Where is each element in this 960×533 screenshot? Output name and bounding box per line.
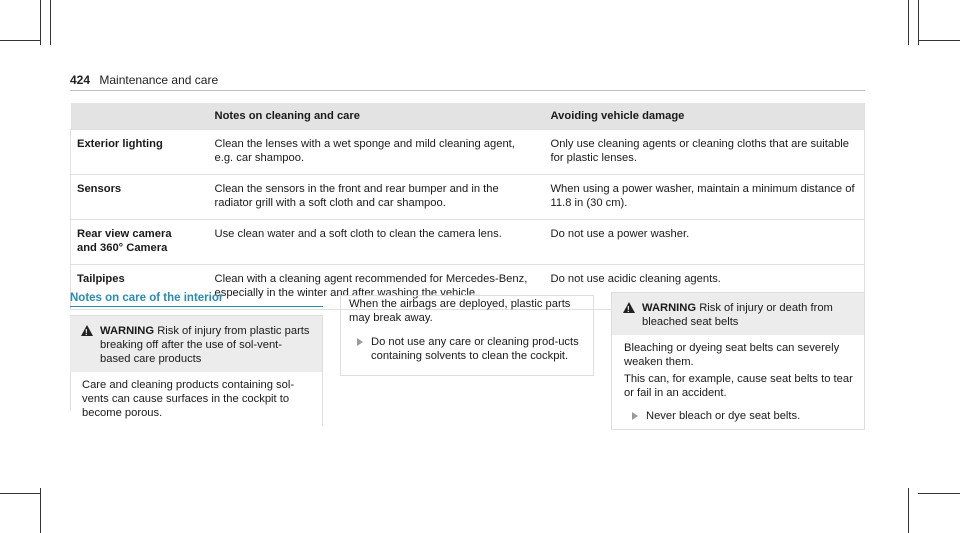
column-header — [71, 103, 207, 130]
section-title-underline — [70, 306, 323, 307]
warning-triangle-icon — [81, 325, 93, 336]
warning-label: WARNING — [642, 302, 697, 314]
table-row — [71, 220, 865, 265]
column-header: Notes on cleaning and care — [207, 103, 543, 130]
crop-mark — [908, 488, 909, 533]
row-label: Exterior lighting — [71, 130, 207, 175]
crop-mark — [0, 40, 40, 41]
bullet-text: Never bleach or dye seat belts. — [646, 410, 801, 422]
damage-note: When using a power washer, maintain a minimum distance of 11.8 in (30 cm). — [543, 175, 865, 220]
arrow-bullet-icon — [357, 338, 363, 346]
care-table — [70, 103, 865, 310]
damage-note: Do not use acidic cleaning agents. — [543, 265, 865, 310]
row-label: Tailpipes — [71, 265, 207, 310]
crop-mark — [0, 493, 40, 494]
list-item — [349, 335, 583, 363]
row-label: Sensors — [71, 175, 207, 220]
row-label: Rear view camera and 360° Camera — [71, 220, 207, 265]
column-header: Avoiding vehicle damage — [543, 103, 865, 130]
damage-note: Do not use a power washer. — [543, 220, 865, 265]
warning-label: WARNING — [100, 325, 155, 337]
warning-header — [70, 316, 322, 372]
header-divider — [70, 90, 865, 91]
warning-box-solvents — [70, 315, 323, 426]
warning-body — [612, 335, 864, 429]
arrow-bullet-icon — [632, 412, 638, 420]
table-row — [71, 130, 865, 175]
warning-heading: Risk of injury from plastic parts breaking off after the use of sol-vent-based care products — [100, 325, 310, 365]
table-row — [71, 175, 865, 220]
crop-mark — [918, 493, 960, 494]
warning-heading: Risk of injury or death from bleached seat belts — [642, 302, 833, 328]
warning-text: Bleaching or dyeing seat belts can severely weaken them. — [624, 342, 840, 368]
warning-triangle-icon — [623, 302, 635, 313]
crop-mark — [918, 0, 919, 45]
cleaning-note: Clean the lenses with a wet sponge and mild cleaning agent, e.g. car shampoo. — [207, 130, 543, 175]
page-number: 424 — [70, 73, 91, 87]
airbag-text: When the airbags are deployed, plastic parts may break away. — [349, 298, 571, 324]
table-header-row — [71, 103, 865, 130]
warning-body: Care and cleaning products containing sol-vents can cause surfaces in the cockpit to become porous. — [82, 379, 295, 419]
interior-section-title: Notes on care of the interior — [70, 292, 224, 304]
crop-mark — [40, 488, 41, 533]
crop-mark — [50, 0, 51, 45]
cleaning-note: Use clean water and a soft cloth to clean the camera lens. — [207, 220, 543, 265]
crop-mark — [40, 0, 41, 45]
warning-header — [612, 293, 864, 335]
cleaning-note: Clean with a cleaning agent recommended for Mercedes-Benz, especially in the winter and after washing the vehicle. — [207, 265, 543, 310]
warning-box-seatbelts — [611, 292, 865, 430]
warning-text: This can, for example, cause seat belts to tear or fail in an accident. — [624, 373, 853, 399]
section-title: Maintenance and care — [99, 73, 219, 87]
list-item — [624, 409, 854, 423]
crop-mark — [918, 40, 960, 41]
bullet-text: Do not use any care or cleaning prod-ucts containing solvents to clean the cockpit. — [371, 336, 579, 362]
crop-mark — [908, 0, 909, 45]
page-header — [70, 73, 218, 87]
cleaning-note: Clean the sensors in the front and rear bumper and in the radiator grill with a soft cloth and car shampoo. — [207, 175, 543, 220]
airbag-note-box — [340, 295, 594, 376]
damage-note: Only use cleaning agents or cleaning cloths that are suitable for plastic lenses. — [543, 130, 865, 175]
